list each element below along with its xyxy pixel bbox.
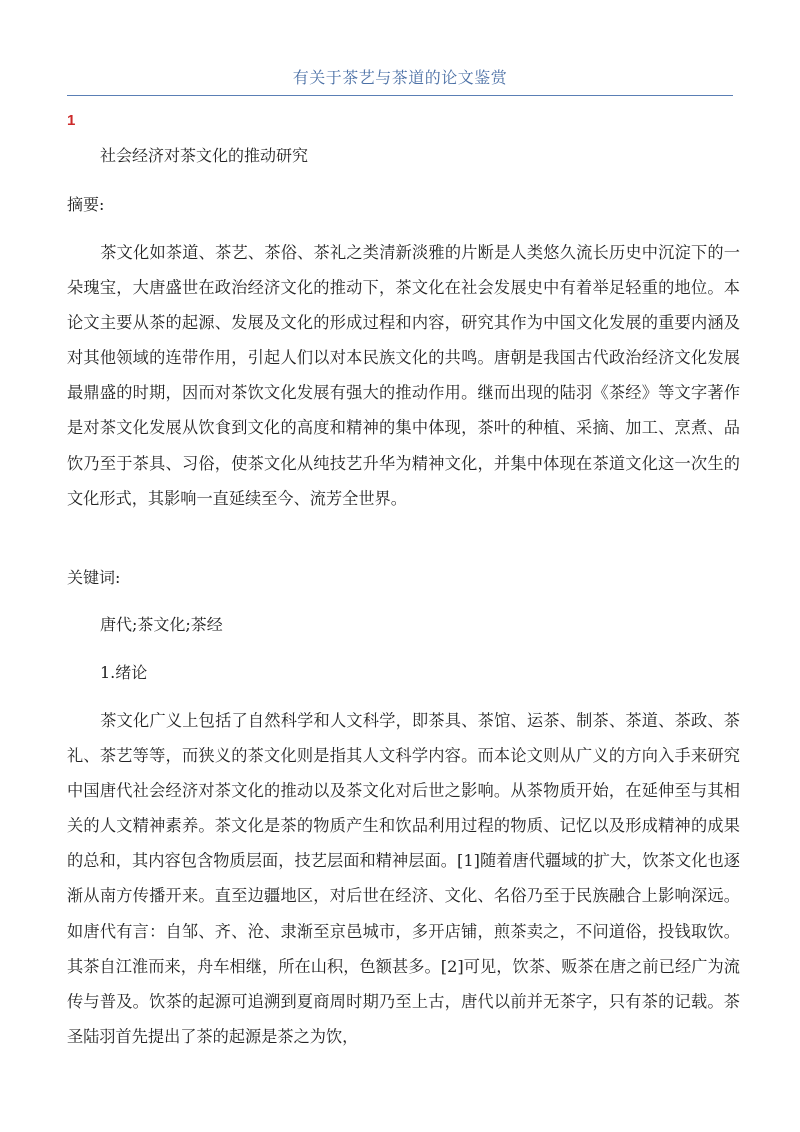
keywords-label: 关键词: (67, 568, 121, 587)
abstract-label: 摘要: (67, 195, 105, 214)
document-title: 有关于茶艺与茶道的论文鉴赏 (292, 68, 508, 87)
page-number: 1 (67, 112, 76, 129)
page-header (67, 66, 733, 96)
abstract-paragraph (67, 235, 740, 516)
keywords: 唐代;茶文化;茶经 (100, 615, 223, 634)
body-paragraph (67, 703, 740, 1054)
section-heading: 1.绪论 (100, 663, 148, 682)
article-title: 社会经济对茶文化的推动研究 (100, 146, 309, 165)
abstract-text: 茶文化如茶道、茶艺、茶俗、茶礼之类清新淡雅的片断是人类悠久流长历史中沉淀下的一朵瑰宝，大唐盛世在政治经济文化的推动下，茶文化在社会发展史中有着举足轻重的地位。本论文主要从茶的起源、发展及文化的形成过程和内容，研究其作为中国文化发展的重要内涵及对其他领域的连带作用，引起人们以对本民族文化的共鸣。唐朝是我国古代政治经济文化发展最鼎盛的时期，因而对茶饮文化发展有强大的推动作用。继而出现的陆羽《茶经》等文字著作是对茶文化发展从饮食到文化的高度和精神的集中体现，茶叶的种植、采摘、加工、烹煮、品饮乃至于茶具、习俗，使茶文化从纯技艺升华为精神文化，并集中体现在茶道文化这一次生的文化形式，其影响一直延续至今、流芳全世界。 (67, 243, 740, 508)
body-text: 茶文化广义上包括了自然科学和人文科学，即茶具、茶馆、运茶、制茶、茶道、茶政、茶礼、茶艺等等，而狭义的茶文化则是指其人文科学内容。而本论文则从广义的方向入手来研究中国唐代社会经济对茶文化的推动以及茶文化对后世之影响。从茶物质开始，在延伸至与其相关的人文精神素养。茶文化是茶的物质产生和饮品利用过程的物质、记忆以及形成精神的成果的总和，其内容包含物质层面，技艺层面和精神层面。[1]随着唐代疆域的扩大，饮茶文化也逐渐从南方传播开来。直至边疆地区，对后世在经济、文化、名俗乃至于民族融合上影响深远。如唐代有言：自邹、齐、沧、隶渐至京邑城市，多开店铺，煎茶卖之，不问道俗，投钱取饮。其茶自江淮而来，舟车相继，所在山积，色额甚多。[2]可见，饮茶、贩茶在唐之前已经广为流传与普及。饮茶的起源可追溯到夏商周时期乃至上古，唐代以前并无茶字，只有茶的记载。茶圣陆羽首先提出了茶的起源是茶之为饮， (67, 711, 740, 1046)
